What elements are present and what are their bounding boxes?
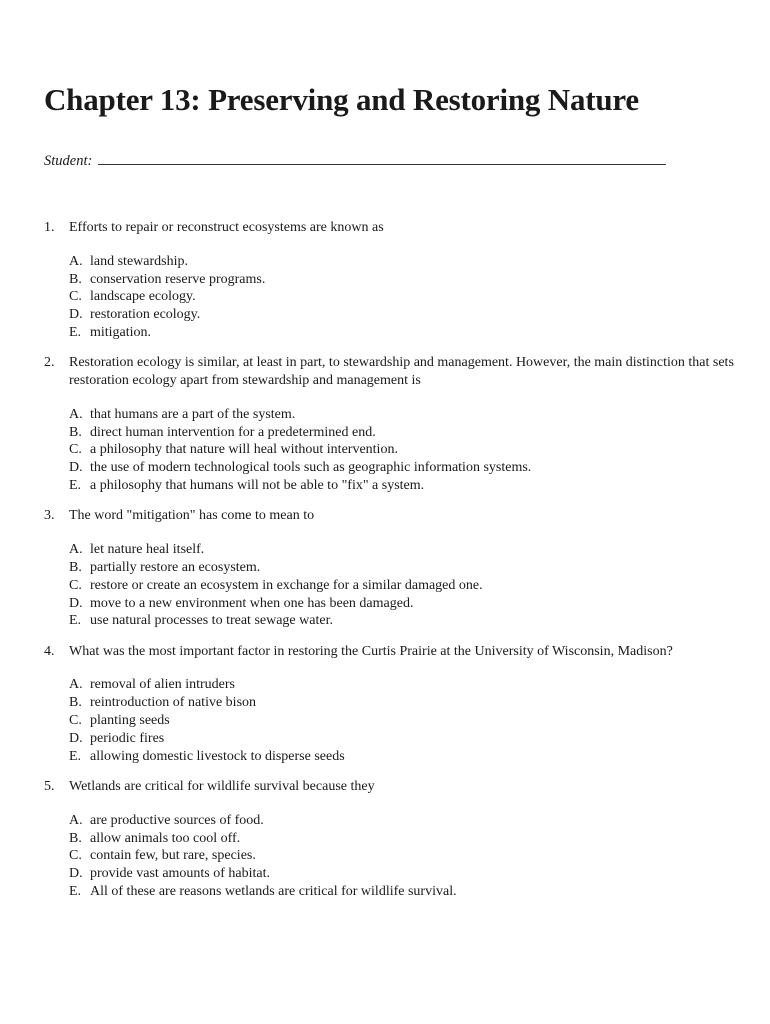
- answer-option: [69, 288, 734, 306]
- answer-option: [69, 577, 734, 595]
- option-letter: A.: [69, 812, 83, 828]
- option-letter: B.: [69, 559, 82, 575]
- option-letter: B.: [69, 424, 82, 440]
- answer-option: [69, 694, 734, 712]
- option-letter: C.: [69, 713, 82, 729]
- question-4: [44, 643, 734, 766]
- student-label: Student:: [44, 153, 93, 169]
- option-text: let nature heal itself.: [90, 542, 205, 558]
- option-text: allowing domestic livestock to disperse seeds: [90, 748, 345, 764]
- answer-option: [69, 324, 734, 342]
- answer-options: [69, 812, 734, 901]
- answer-option: [69, 541, 734, 559]
- option-text: direct human intervention for a predetermined end.: [90, 424, 376, 440]
- option-letter: C.: [69, 289, 82, 305]
- question-number: 2.: [44, 355, 55, 371]
- answer-option: [69, 459, 734, 477]
- option-text: use natural processes to treat sewage water.: [90, 613, 333, 629]
- option-text: All of these are reasons wetlands are critical for wildlife survival.: [90, 883, 457, 899]
- answer-option: [69, 424, 734, 442]
- option-letter: C.: [69, 442, 82, 458]
- question-1: [44, 219, 734, 342]
- answer-option: [69, 865, 734, 883]
- question-text: Restoration ecology is similar, at least in part, to stewardship and management. However, the main distinction that sets restoration ecology apart from stewardship and management is: [69, 355, 734, 389]
- answer-option: [69, 830, 734, 848]
- option-text: partially restore an ecosystem.: [90, 559, 261, 575]
- answer-option: [69, 253, 734, 271]
- option-letter: E.: [69, 883, 82, 899]
- answer-option: [69, 712, 734, 730]
- option-text: move to a new environment when one has been damaged.: [90, 595, 414, 611]
- option-letter: B.: [69, 830, 82, 846]
- answer-option: [69, 612, 734, 630]
- answer-option: [69, 306, 734, 324]
- answer-option: [69, 812, 734, 830]
- answer-options: [69, 676, 734, 765]
- answer-option: [69, 406, 734, 424]
- option-text: allow animals too cool off.: [90, 830, 241, 846]
- option-text: landscape ecology.: [90, 289, 196, 305]
- option-letter: A.: [69, 406, 83, 422]
- answer-option: [69, 847, 734, 865]
- question-list: [44, 219, 734, 913]
- answer-option: [69, 748, 734, 766]
- page-title: Chapter 13: Preserving and Restoring Nature: [44, 82, 639, 117]
- answer-option: [69, 676, 734, 694]
- option-letter: E.: [69, 613, 82, 629]
- option-text: periodic fires: [90, 730, 165, 746]
- option-text: planting seeds: [90, 713, 170, 729]
- answer-option: [69, 441, 734, 459]
- student-field: [44, 149, 666, 171]
- student-name-line: [98, 149, 666, 165]
- option-letter: D.: [69, 730, 83, 746]
- option-letter: B.: [69, 271, 82, 287]
- option-letter: A.: [69, 677, 83, 693]
- question-text: Wetlands are critical for wildlife survival because they: [69, 778, 375, 794]
- option-text: mitigation.: [90, 324, 152, 340]
- question-number: 4.: [44, 643, 55, 659]
- question-text: What was the most important factor in restoring the Curtis Prairie at the University of Wisconsin, Madison?: [69, 643, 673, 659]
- answer-options: [69, 253, 734, 342]
- question-text: Efforts to repair or reconstruct ecosystems are known as: [69, 220, 384, 235]
- question-text: The word "mitigation" has come to mean to: [69, 508, 315, 524]
- answer-option: [69, 595, 734, 613]
- option-text: removal of alien intruders: [90, 677, 236, 693]
- question-number: 3.: [44, 508, 55, 524]
- answer-option: [69, 730, 734, 748]
- option-letter: D.: [69, 866, 83, 882]
- option-letter: A.: [69, 542, 83, 558]
- option-text: a philosophy that nature will heal without intervention.: [90, 442, 398, 458]
- answer-options: [69, 541, 734, 630]
- answer-option: [69, 559, 734, 577]
- option-text: land stewardship.: [90, 253, 188, 269]
- question-3: [44, 507, 734, 630]
- option-letter: C.: [69, 577, 82, 593]
- option-text: contain few, but rare, species.: [90, 848, 256, 864]
- option-letter: D.: [69, 460, 83, 476]
- option-letter: E.: [69, 748, 82, 764]
- option-letter: D.: [69, 307, 83, 323]
- answer-options: [69, 406, 734, 495]
- option-text: are productive sources of food.: [90, 812, 264, 828]
- question-number: 5.: [44, 778, 55, 794]
- question-2: [44, 354, 734, 495]
- option-letter: E.: [69, 324, 82, 340]
- question-5: [44, 778, 734, 901]
- option-letter: A.: [69, 253, 83, 269]
- option-text: the use of modern technological tools such as geographic information systems.: [90, 460, 532, 476]
- option-text: restore or create an ecosystem in exchange for a similar damaged one.: [90, 577, 483, 593]
- option-letter: C.: [69, 848, 82, 864]
- answer-option: [69, 477, 734, 495]
- option-letter: B.: [69, 695, 82, 711]
- answer-option: [69, 271, 734, 289]
- option-text: conservation reserve programs.: [90, 271, 266, 287]
- option-text: provide vast amounts of habitat.: [90, 866, 271, 882]
- option-text: that humans are a part of the system.: [90, 406, 296, 422]
- option-text: reintroduction of native bison: [90, 695, 257, 711]
- option-letter: D.: [69, 595, 83, 611]
- question-number: 1.: [44, 220, 55, 235]
- option-letter: E.: [69, 478, 82, 494]
- answer-option: [69, 883, 734, 901]
- option-text: a philosophy that humans will not be able to "fix" a system.: [90, 478, 425, 494]
- option-text: restoration ecology.: [90, 307, 201, 323]
